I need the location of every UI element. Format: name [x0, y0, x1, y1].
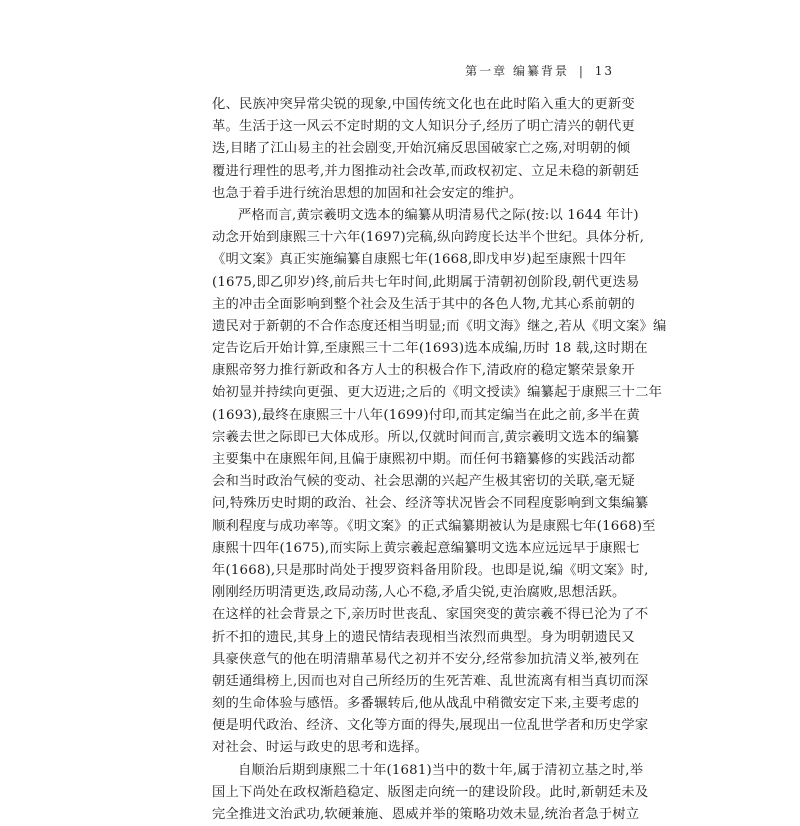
- paragraph: [212, 205, 667, 760]
- text-line: (1675,即乙卯岁)终,前后共七年时间,此期属于清朝初创阶段,朝代更迭易: [212, 274, 640, 290]
- text-line: 康熙帝努力推行新政和各方人士的积极合作下,清政府的稳定繁荣景象开: [212, 363, 635, 379]
- text-line: 也急于着手进行统治思想的加固和社会安定的维护。: [212, 185, 523, 201]
- text-line: 刻的生命体验与感悟。多番辗转后,他从战乱中稍微安定下来,主要考虑的: [212, 696, 640, 712]
- text-line: 朝廷通缉榜上,因而也对自己所经历的生死苦难、乱世流离有相当真切而深: [212, 673, 649, 689]
- text-line: 自顺治后期到康熙二十年(1681)当中的数十年,属于清初立基之时,举: [238, 762, 644, 778]
- page-number: 13: [594, 64, 614, 78]
- text-line: 年(1668),只是那时尚处于搜罗资料备用阶段。也即是说,编《明文案》时,: [212, 562, 649, 578]
- paragraph: [212, 94, 640, 205]
- text-line: 遗民对于新朝的不合作态度还相当明显;而《明文海》继之,若从《明文案》编: [212, 318, 667, 334]
- body-text: [212, 94, 667, 826]
- text-line: 革。生活于这一风云不定时期的文人知识分子,经历了明亡清兴的朝代更: [212, 119, 635, 135]
- text-line: 主要集中在康熙年间,且偏于康熙初中期。而任何书籍纂修的实践活动都: [212, 452, 635, 467]
- text-line: 迭,目睹了江山易主的社会剧变,开始沉痛反思国破家亡之殇,对明朝的倾: [212, 141, 631, 157]
- text-line: 具豪侠意气的他在明清鼎革易代之初并不安分,经常参加抗清义举,被列在: [212, 651, 640, 667]
- text-line: 会和当时政治气候的变动、社会思潮的兴起产生极其密切的关联,毫无疑: [212, 474, 635, 490]
- text-line: 康熙十四年(1675),而实际上黄宗羲起意编纂明文选本应远远早于康熙七: [212, 540, 640, 556]
- text-line: 问,特殊历史时期的政治、社会、经济等状况皆会不同程度影响到文集编纂: [212, 496, 649, 512]
- section-title: 编纂背景: [513, 64, 570, 78]
- text-line: 始初显并持续向更强、更大迈进;之后的《明文授读》编纂起于康熙三十二年: [212, 385, 663, 401]
- text-line: 化、民族冲突异常尖锐的现象,中国传统文化也在此时陷入重大的更新变: [212, 97, 635, 112]
- text-line: 对社会、时运与政史的思考和选择。: [212, 740, 428, 756]
- paragraph: [212, 760, 649, 826]
- text-line: 顺利程度与成功率等。《明文案》的正式编纂期被认为是康熙七年(1668)至: [212, 518, 656, 534]
- chapter-label: 第一章: [465, 64, 508, 78]
- text-line: 国上下尚处在政权渐趋稳定、版图走向统一的建设阶段。此时,新朝廷未及: [212, 784, 649, 800]
- text-line: 动念开始到康熙三十六年(1697)完稿,纵向跨度长达半个世纪。具体分析,: [212, 230, 645, 246]
- text-line: 完全推进文治武功,软硬兼施、恩威并举的策略功效未显,统治者急于树立: [212, 807, 640, 822]
- running-header: [465, 62, 614, 79]
- text-line: 定告讫后开始计算,至康熙三十二年(1693)选本成编,历时 18 载,这时期在: [212, 341, 648, 357]
- text-line: 严格而言,黄宗羲明文选本的编纂从明清易代之际(按:以 1644 年计): [238, 207, 639, 223]
- text-line: 刚刚经历明清更迭,政局动荡,人心不稳,矛盾尖锐,吏治腐败,思想活跃。: [212, 585, 626, 601]
- text-line: 在这样的社会背景之下,亲历时世丧乱、家国突变的黄宗羲不得已沦为了不: [212, 607, 649, 623]
- text-line: 覆进行理性的思考,并力图推动社会改革,而政权初定、立足未稳的新朝廷: [212, 163, 640, 179]
- text-line: 便是明代政治、经济、文化等方面的得失,展现出一位乱世学者和历史学家: [212, 718, 649, 734]
- text-line: 折不扣的遗民,其身上的遗民情结表现相当浓烈而典型。身为明朝遗民又: [212, 629, 635, 645]
- text-line: 《明文案》真正实施编纂自康熙七年(1668,即戊申岁)起至康熙十四年: [212, 252, 627, 268]
- text-line: 宗羲去世之际即已大体成形。所以,仅就时间而言,黄宗羲明文选本的编纂: [212, 429, 640, 445]
- text-line: (1693),最终在康熙三十八年(1699)付印,而其定编当在此之前,多半在黄: [212, 407, 641, 423]
- header-separator: |: [578, 64, 585, 78]
- text-line: 主的冲击全面影响到整个社会及生活于其中的各色人物,尤其心系前朝的: [212, 296, 635, 312]
